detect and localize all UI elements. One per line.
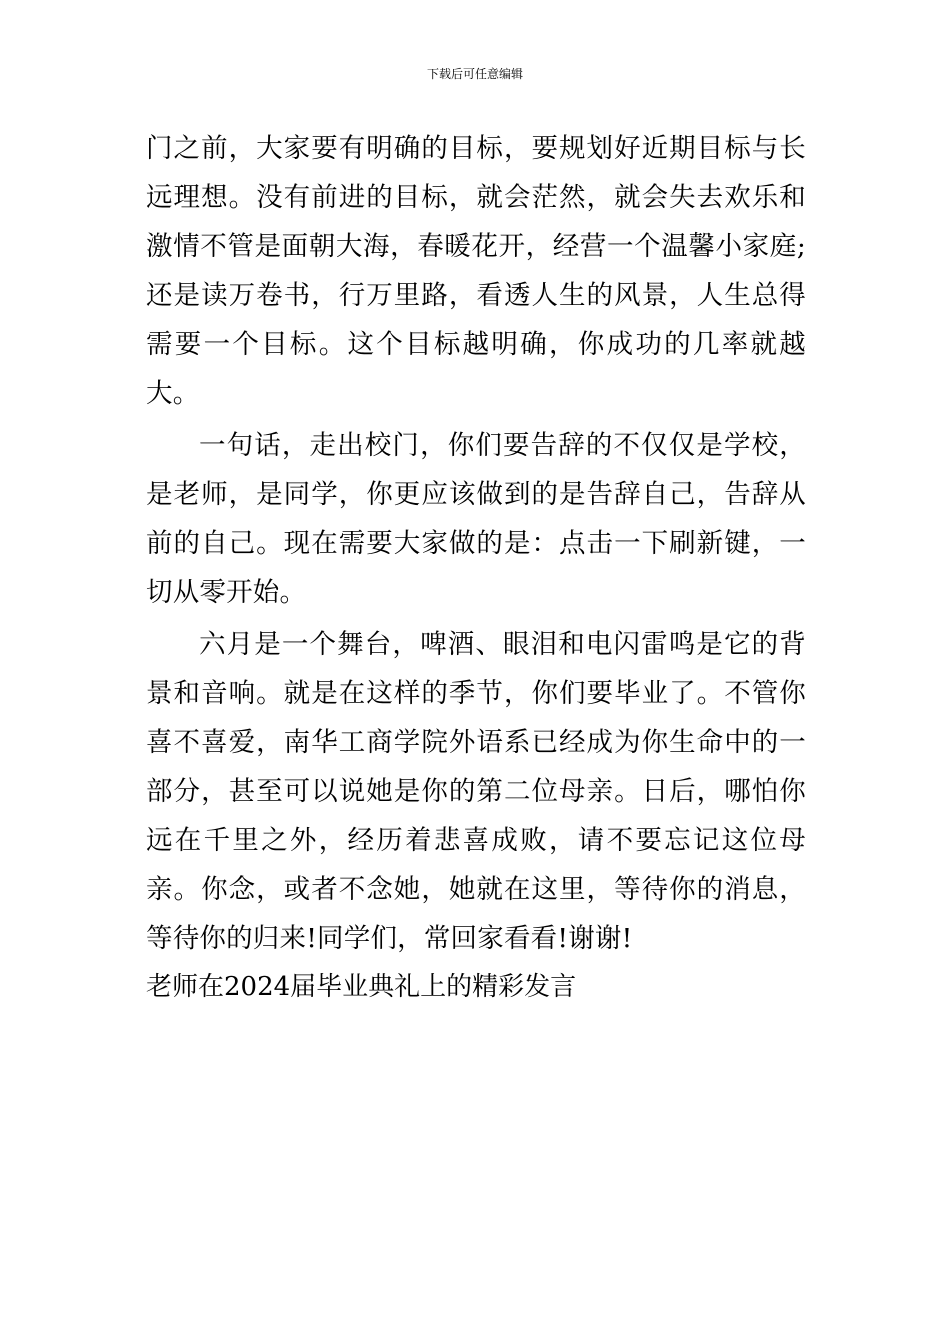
paragraph-farewell: 一句话，走出校门，你们要告辞的不仅仅是学校，是老师，是同学，你更应该做到的是告辞自己，告辞从前的自己。现在需要大家做的是：点击一下刷新键，一切从零开始。: [146, 430, 806, 608]
document-body: [146, 124, 806, 1012]
paragraph-goals: 门之前，大家要有明确的目标，要规划好近期目标与长远理想。没有前进的目标，就会茫然，就会失去欢乐和激情不管是面朝大海，春暖花开，经营一个温馨小家庭;还是读万卷书，行万里路，看透人生的风景，人生总得需要一个目标。这个目标越明确，你成功的几率就越大。: [146, 133, 806, 409]
page-header-note: 下载后可任意编辑: [426, 67, 523, 81]
closing-title: 老师在2024届毕业典礼上的精彩发言: [146, 972, 577, 1002]
paragraph-june: 六月是一个舞台，啤酒、眼泪和电闪雷鸣是它的背景和音响。就是在这样的季节，你们要毕业了。不管你喜不喜爱，南华工商学院外语系已经成为你生命中的一部分，甚至可以说她是你的第二位母亲。日后，哪怕你远在千里之外，经历着悲喜成败，请不要忘记这位母亲。你念，或者不念她，她就在这里，等待你的消息，等待你的归来!同学们，常回家看看!谢谢!: [146, 629, 806, 954]
